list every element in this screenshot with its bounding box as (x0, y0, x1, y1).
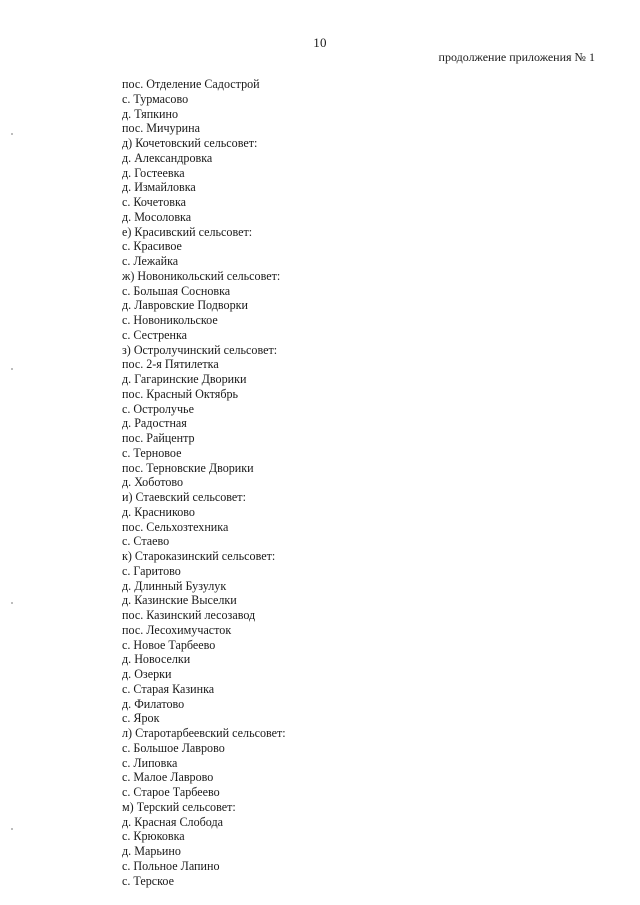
list-item: с. Большая Сосновка (122, 283, 231, 298)
section-heading: к) Староказинский сельсовет: (122, 549, 276, 563)
scan-mark (11, 133, 13, 135)
list-item: с. Красивое (122, 239, 182, 254)
list-item: д. Измайловка (122, 180, 196, 195)
list-item: с. Ярок (122, 711, 160, 726)
settlement-list (122, 77, 286, 888)
list-item: с. Крюковка (122, 829, 185, 844)
list-item: д. Филатово (122, 696, 185, 711)
continuation-note: продолжение приложения № 1 (438, 50, 595, 64)
list-item: с. Большое Лаврово (122, 740, 225, 755)
list-item: с. Новое Тарбеево (122, 637, 216, 652)
list-item: с. Турмасово (122, 91, 189, 106)
list-item: с. Новоникольское (122, 313, 218, 327)
section-heading: л) Старотарбеевский сельсовет: (122, 726, 286, 740)
list-item: с. Сестренка (122, 327, 188, 342)
list-item: с. Малое Лаврово (122, 770, 214, 785)
list-item: с. Польное Лапино (122, 858, 220, 873)
section-heading: м) Терский сельсовет: (122, 799, 236, 814)
list-item: пос. Терновские Дворики (122, 460, 254, 475)
list-item: пос. Отделение Садострой (122, 77, 260, 91)
list-item: с. Остролучье (122, 401, 194, 416)
section-heading: и) Стаевский сельсовет: (122, 490, 246, 504)
list-item: пос. Казинский лесозавод (122, 608, 256, 622)
list-item: пос. Лесохимучасток (122, 622, 232, 637)
list-item: пос. Сельхозтехника (122, 519, 229, 534)
list-item: пос. Райцентр (122, 431, 195, 445)
page-number: 10 (313, 35, 327, 50)
list-item: с. Старое Тарбеево (122, 785, 220, 799)
list-item: д. Радостная (122, 416, 187, 431)
list-item: д. Лавровские Подворки (122, 298, 248, 313)
list-item: пос. Красный Октябрь (122, 386, 239, 401)
list-item: д. Тяпкино (122, 106, 179, 121)
list-item: д. Красная Слобода (122, 814, 223, 829)
list-item: д. Гостеевка (122, 165, 185, 180)
section-heading: з) Остролучинский сельсовет: (122, 342, 278, 357)
list-item: д. Александровка (122, 150, 213, 165)
section-heading: д) Кочетовский сельсовет: (122, 136, 258, 150)
list-item: с. Кочетовка (122, 195, 187, 209)
list-item: с. Лежайка (122, 254, 179, 268)
list-item: с. Липовка (122, 755, 178, 770)
list-item: д. Озерки (122, 667, 172, 681)
list-item: с. Терновое (122, 445, 182, 460)
section-heading: ж) Новоникольский сельсовет: (122, 268, 281, 283)
list-item: д. Хоботово (122, 475, 184, 490)
scan-mark (11, 602, 13, 604)
list-item: с. Стаево (122, 534, 170, 549)
list-item: д. Гагаринские Дворики (122, 372, 247, 386)
scan-mark (11, 368, 13, 370)
list-item: пос. Мичурина (122, 121, 200, 136)
list-item: д. Казинские Выселки (122, 593, 237, 608)
list-item: с. Терское (122, 873, 174, 888)
list-item: д. Длинный Бузулук (122, 578, 227, 593)
list-item: с. Гаритово (122, 563, 181, 578)
scan-mark (11, 828, 13, 830)
list-item: пос. 2-я Пятилетка (122, 357, 219, 372)
list-item: с. Старая Казинка (122, 681, 215, 696)
list-item: д. Мосоловка (122, 209, 192, 224)
list-item: д. Марьино (122, 844, 181, 858)
section-heading: е) Красивский сельсовет: (122, 224, 253, 239)
list-item: д. Новоселки (122, 652, 191, 667)
list-item: д. Красниково (122, 504, 195, 519)
